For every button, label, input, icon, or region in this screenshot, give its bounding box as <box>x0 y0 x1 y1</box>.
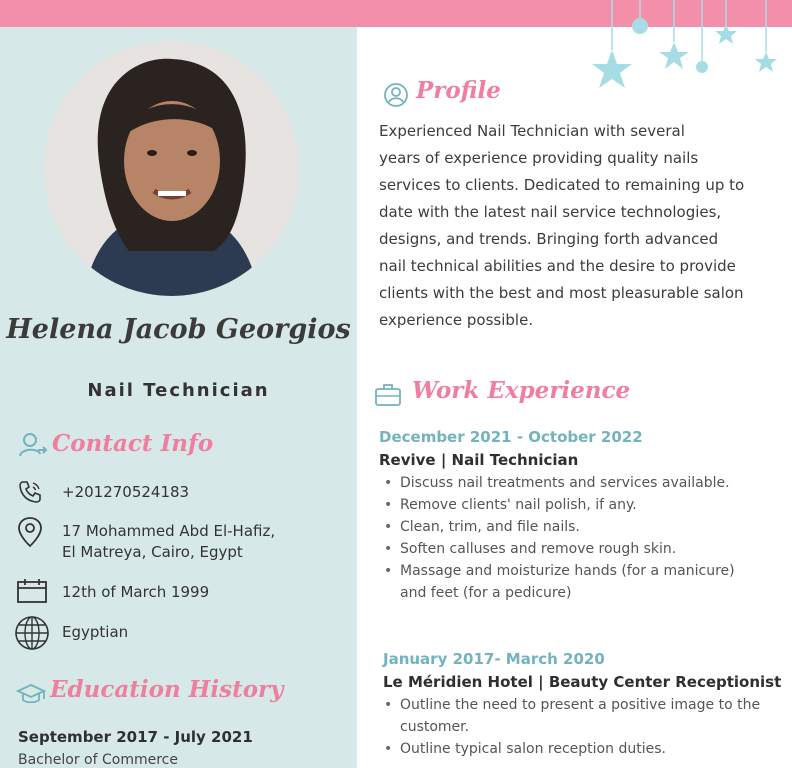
profile-line: years of experience providing quality nails <box>379 149 699 167</box>
graduation-cap-icon <box>16 682 46 706</box>
job-2-title: Le Méridien Hotel | Beauty Center Receptionist <box>383 673 782 691</box>
profile-line: date with the latest nail service technologies, <box>379 203 722 221</box>
list-item: • Massage and moisturize hands (for a manicure) <box>380 560 790 582</box>
job-1-duties <box>380 472 790 582</box>
profile-line: services to clients. Dedicated to remaining up to <box>379 176 745 194</box>
profile-line: designs, and trends. Bringing forth advanced <box>379 230 719 248</box>
job-2-date: January 2017- March 2020 <box>383 650 605 668</box>
education-degree: Bachelor of Commerce <box>18 752 178 768</box>
profile-photo <box>44 41 299 296</box>
location-pin-icon <box>17 516 43 548</box>
profile-line: clients with the best and most pleasurable salon <box>379 284 744 302</box>
address-line-1: 17 Mohammed Abd El-Hafiz, <box>62 522 276 540</box>
phone-number: +201270524183 <box>62 483 190 501</box>
person-name: Helena Jacob Georgios <box>6 314 351 345</box>
address-line-2: El Matreya, Cairo, Egypt <box>62 543 243 561</box>
phone-icon <box>18 480 42 504</box>
job-1-date: December 2021 - October 2022 <box>379 428 643 446</box>
globe-icon <box>14 615 50 651</box>
list-item: • Remove clients' nail polish, if any. <box>380 494 790 516</box>
list-item: • Clean, trim, and file nails. <box>380 516 790 538</box>
hanging-stars-decoration <box>580 0 792 110</box>
profile-line: nail technical abilities and the desire to provide <box>379 257 736 275</box>
profile-icon <box>383 82 409 108</box>
job-2-duties-more <box>380 738 790 760</box>
calendar-icon <box>16 578 48 604</box>
job-2-duty-continuation: customer. <box>400 719 470 735</box>
job-2-duties <box>380 694 790 716</box>
list-item: • Discuss nail treatments and services available. <box>380 472 790 494</box>
profile-line: experience possible. <box>379 311 534 329</box>
birth-date: 12th of March 1999 <box>62 583 210 601</box>
profile-line: Experienced Nail Technician with several <box>379 122 685 140</box>
contact-info-heading: Contact Info <box>52 430 214 457</box>
profile-heading: Profile <box>416 77 501 104</box>
profile-summary <box>379 118 784 334</box>
job-1-duty-continuation: and feet (for a pedicure) <box>400 585 572 601</box>
list-item: • Soften calluses and remove rough skin. <box>380 538 790 560</box>
nationality: Egyptian <box>62 623 129 641</box>
person-job-title: Nail Technician <box>87 380 270 401</box>
education-heading: Education History <box>50 676 284 703</box>
portrait-illustration <box>44 41 299 296</box>
briefcase-icon <box>374 383 402 407</box>
user-icon <box>18 432 48 458</box>
list-item: • Outline typical salon reception duties. <box>380 738 790 760</box>
list-item: • Outline the need to present a positive image to the <box>380 694 790 716</box>
job-1-title: Revive | Nail Technician <box>379 451 579 469</box>
education-date: September 2017 - July 2021 <box>18 728 253 746</box>
work-experience-heading: Work Experience <box>412 377 631 404</box>
